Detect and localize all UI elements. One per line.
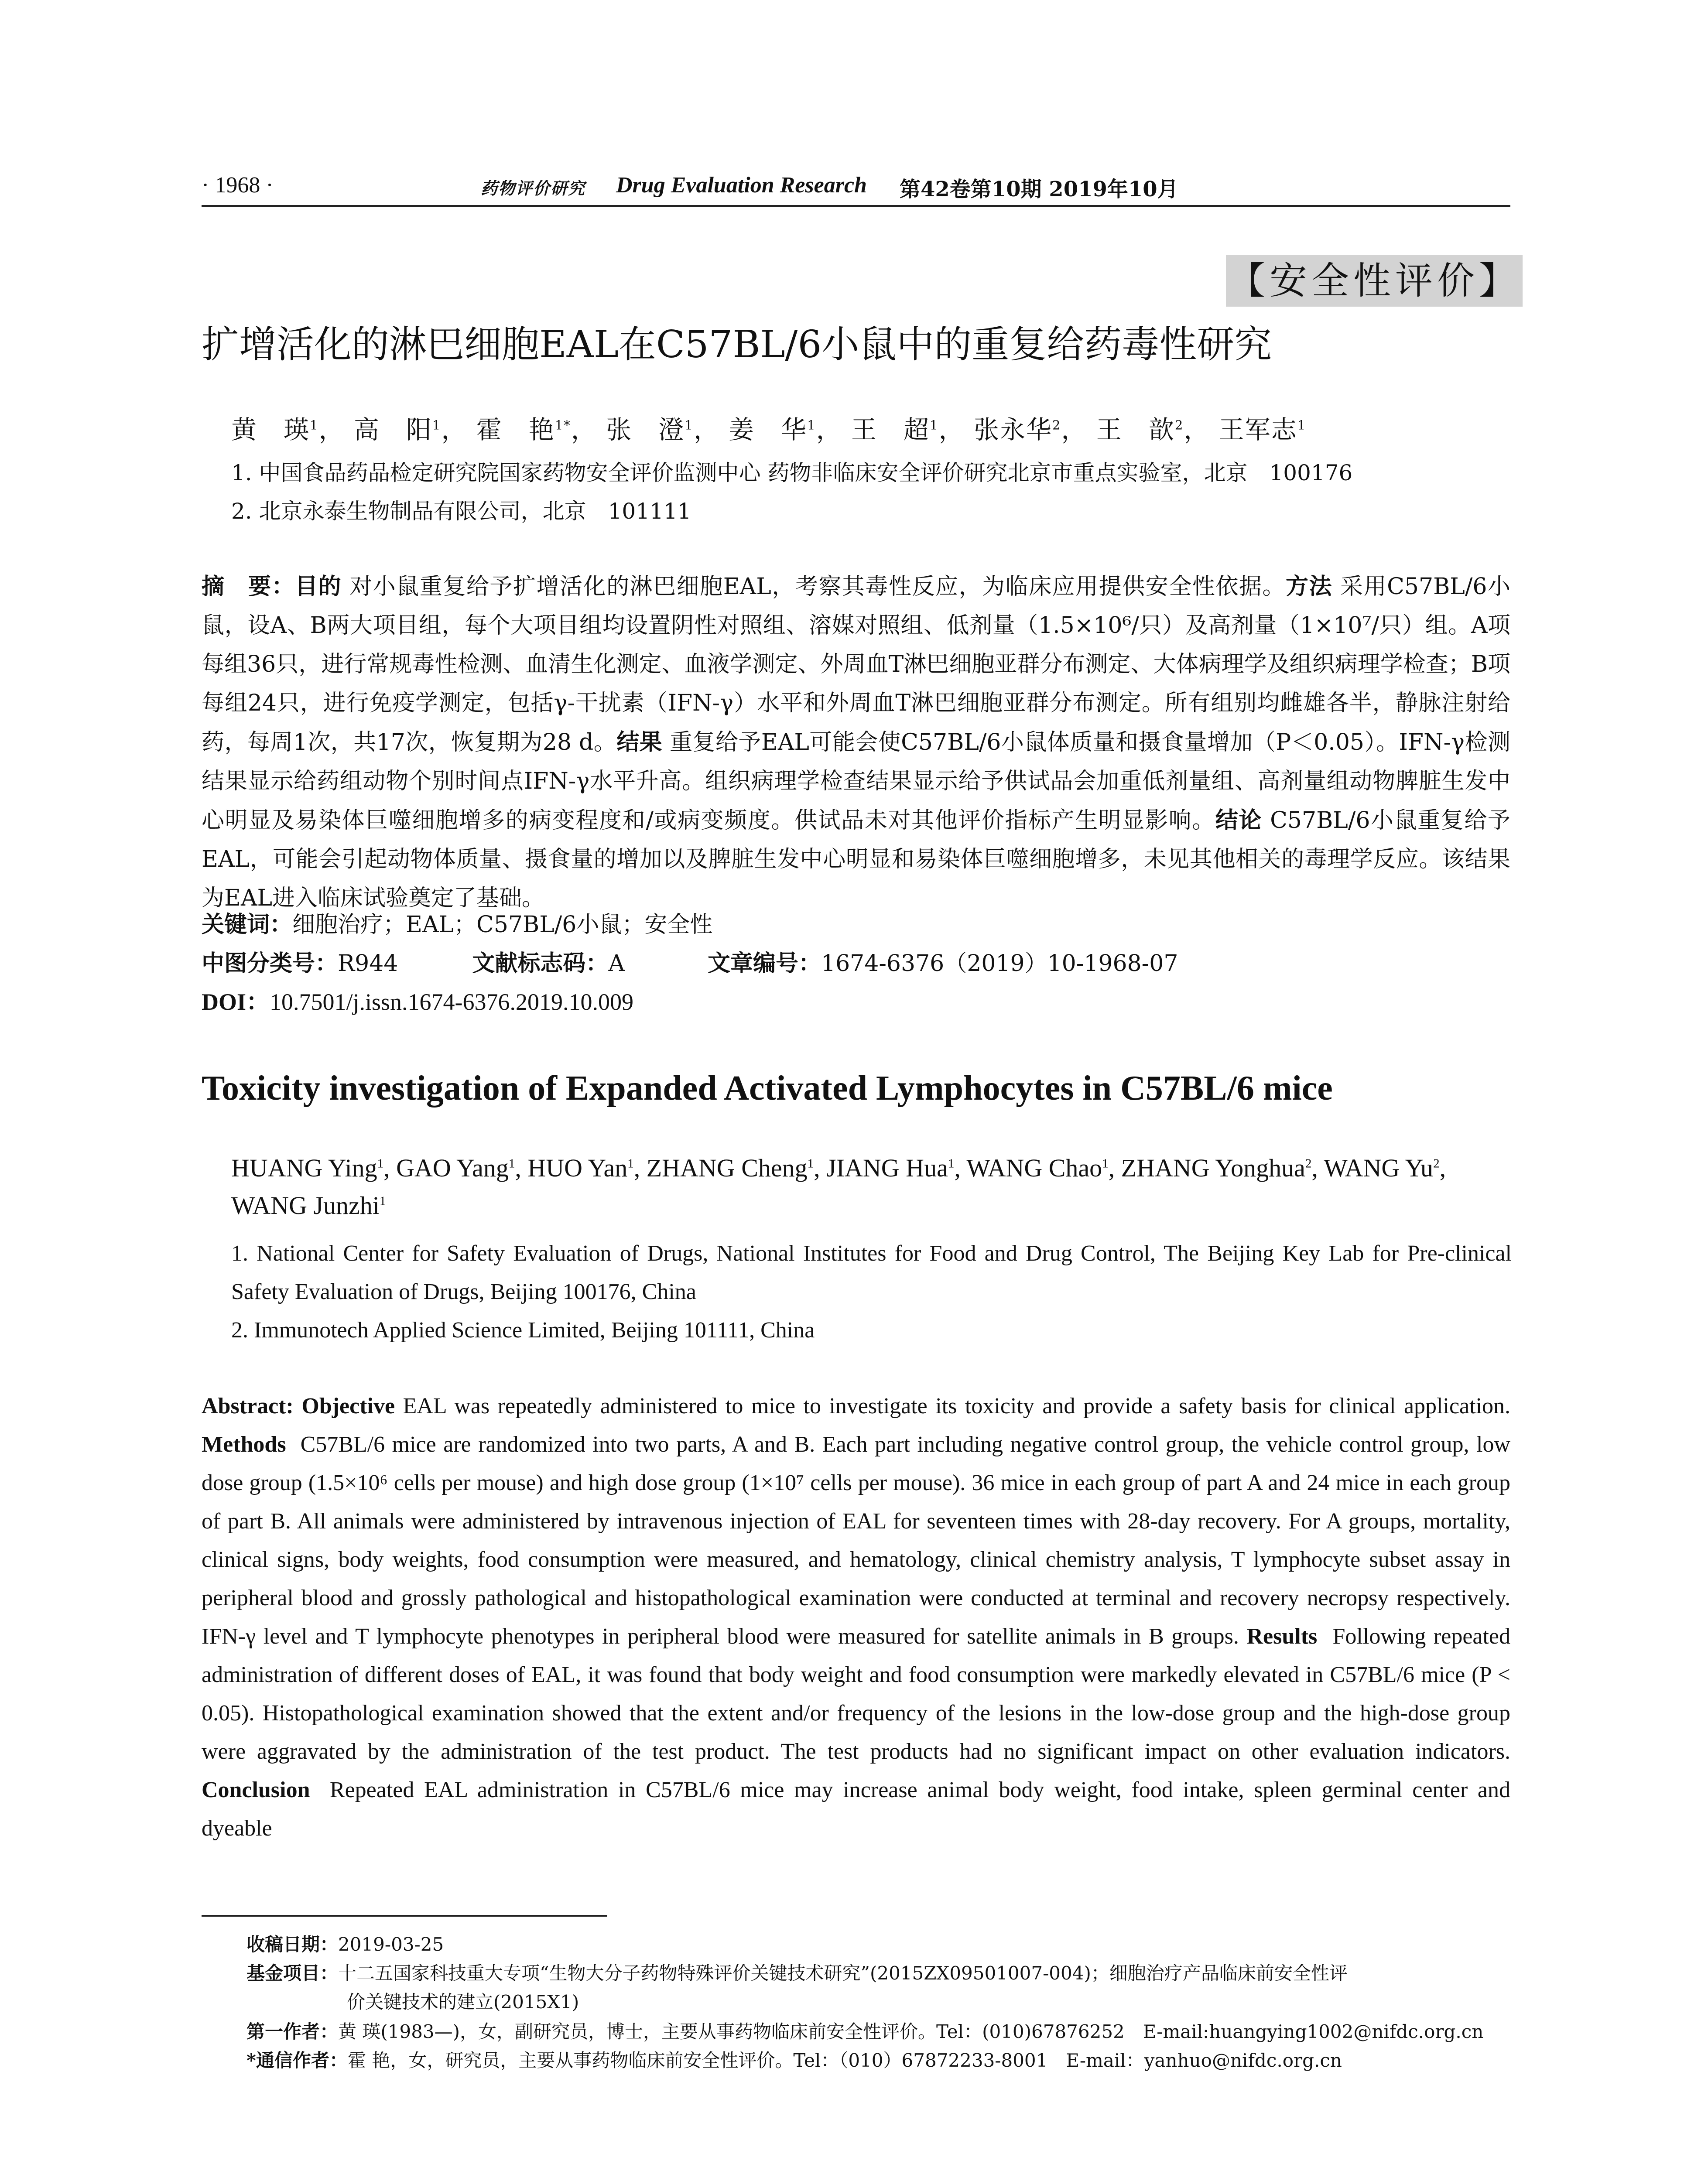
author-affil-mark: 1 [508, 1156, 515, 1171]
fund-text-continued: 价关键技术的建立(2015X1) [347, 1991, 579, 2013]
page-number: · 1968 · [202, 173, 274, 198]
chinese-abstract [202, 567, 1510, 918]
author-affil-mark: 1 [807, 1156, 814, 1171]
fund-label: 基金项目： [246, 1962, 339, 1984]
author-name: 王 歆 [1096, 415, 1175, 444]
author-name: ZHANG Cheng [646, 1154, 808, 1182]
received-date: 2019-03-25 [338, 1934, 444, 1955]
objective-text: 对小鼠重复给予扩增活化的淋巴细胞EAL，考察其毒性反应，为临床应用提供安全性依据。 [349, 574, 1286, 600]
author-affil-mark: 2 [1174, 417, 1184, 433]
corresponding-text: 霍 艳，女，研究员，主要从事药物临床前安全性评价。Tel：（010）67872233-8001 E-mail：yanhuo@nifdc.org.cn [347, 2050, 1342, 2071]
author-name: GAO Yang [396, 1154, 509, 1182]
author-name: HUO Yan [527, 1154, 628, 1182]
issue-info: 第42卷第10期 2019年10月 [900, 177, 1178, 202]
author-name: JIANG Hua [826, 1154, 948, 1182]
footnote-corresponding-author [246, 2046, 1512, 2075]
english-affiliation-1: 1. National Center for Safety Evaluation of Drugs, National Institutes for Food and Drug Control, The Beijing Key Lab for Pre-clinical Safety Evaluation of Drugs, Beijing 100176, China [231, 1241, 1512, 1304]
conclusion-text: C57BL/6小鼠重复给予EAL，可能会引起动物体质量、摄食量的增加以及脾脏生发中心明显和易染体巨噬细胞增多，未见其他相关的毒理学反应。该结果为EAL进入临床试验奠定了基础。 [202, 807, 1510, 911]
author-affil-mark: 1 [930, 417, 939, 433]
conclusion-label: Conclusion [202, 1778, 310, 1802]
author-affil-mark: 1 [948, 1156, 955, 1171]
english-title: Toxicity investigation of Expanded Activated Lymphocytes in C57BL/6 mice [202, 1069, 1333, 1108]
objective-label: 目的 [295, 573, 342, 600]
journal-name: Drug Evaluation Research [616, 173, 867, 198]
author-affil-mark: 1 [807, 417, 816, 433]
author-name: 王军志 [1219, 415, 1297, 444]
author-name: 张永华 [973, 415, 1052, 444]
author-name: 王 超 [851, 415, 930, 444]
doi-label: DOI： [202, 989, 270, 1015]
author-name: 高 阳 [353, 415, 432, 444]
footnote-first-author [246, 2017, 1512, 2046]
abstract-label: 摘 要： [202, 573, 295, 600]
conclusion-label: 结论 [1215, 807, 1262, 834]
first-author-text: 黄 瑛(1983—)，女，副研究员，博士，主要从事药物临床前安全性评价。Tel：(010)67876252 E-mail:huangying1002@nifdc.org.cn [338, 2021, 1484, 2042]
author-affil-mark: 1 [310, 417, 319, 433]
methods-label: 方法 [1285, 573, 1333, 600]
methods-label: Methods [202, 1432, 286, 1457]
running-header [202, 172, 1510, 203]
footnote-rule [202, 1915, 607, 1917]
author-affil-mark: 1 [432, 417, 442, 433]
footnote-fund [246, 1959, 1512, 2017]
first-author-label: 第一作者： [246, 2021, 339, 2042]
author-affil-mark: 1 [685, 417, 694, 433]
author-affil-mark: 1 [379, 1194, 386, 1208]
author-name: 张 澄 [606, 415, 685, 444]
author-affil-mark: 1 [627, 1156, 634, 1171]
article-number-value: 1674-6376（2019）10-1968-07 [821, 950, 1178, 977]
received-label: 收稿日期： [246, 1934, 339, 1955]
author-name: WANG Yu [1324, 1154, 1434, 1182]
author-affil-mark: 1 [1102, 1156, 1109, 1171]
author-affil-mark: 2 [1433, 1156, 1440, 1171]
methods-text: C57BL/6 mice are randomized into two parts, A and B. Each part including negative control group, the vehicle control group, low dose group (1.5×10⁶ cells per mouse) and high dose group (1×10⁷ cells per mouse). 36 mice in each group of part A and 24 mice in each group of part B. All animals were administered by intravenous injection of EAL for seventeen times with 28-day recovery. For A groups, mortality, clinical signs, body weights, food consumption were measured, and hematology, clinical chemistry analysis, T lymphocyte subset assay in peripheral blood and grossly pathological and histopathological examination were conducted at terminal and recovery necropsy respectively. IFN-γ level and T lymphocyte phenotypes in peripheral blood were measured for satellite animals in B groups. [202, 1432, 1510, 1649]
clc-label: 中图分类号： [202, 950, 338, 977]
keywords-text: 细胞治疗；EAL；C57BL/6小鼠；安全性 [292, 912, 713, 938]
author-affil-mark: 1 [377, 1156, 384, 1171]
author-name: WANG Chao [966, 1154, 1102, 1182]
conclusion-text: Repeated EAL administration in C57BL/6 mice may increase animal body weight, food intake, spleen germinal center and dyeable [202, 1778, 1511, 1841]
doi-value[interactable]: 10.7501/j.issn.1674-6376.2019.10.009 [270, 989, 634, 1015]
keywords-label: 关键词： [202, 911, 293, 938]
author-affil-mark: 1 [1297, 417, 1307, 433]
doi-line [202, 983, 633, 1022]
classification-line [202, 944, 1178, 983]
author-name: 黄 瑛 [231, 415, 310, 444]
english-abstract [202, 1387, 1510, 1848]
author-name: 姜 华 [729, 415, 808, 444]
clc-value: R944 [338, 950, 398, 977]
chinese-authors: 黄 瑛$^1$， 高 阳$^1$， 霍 艳$^{1*}$， 张 澄$^1$， 姜 华$^1$， 王 超$^1$， 张永华$^2$， 王 歆$^2$， 王军志$^1$ [231, 415, 1307, 444]
header-rule [202, 205, 1510, 207]
author-affil-mark: 2 [1305, 1156, 1312, 1171]
author-name: WANG Junzhi [231, 1191, 380, 1220]
author-affil-mark: 2 [1052, 417, 1061, 433]
english-authors: HUANG Ying$^1$, GAO Yang$^1$, HUO Yan$^1$, ZHANG Cheng$^1$, JIANG Hua$^1$, WANG Chao$^1$, ZHANG Yonghua$^2$, WANG Yu$^2$, WANG Junzhi$^1$ [231, 1154, 1446, 1220]
author-name: HUANG Ying [231, 1154, 377, 1182]
results-label: 结果 [616, 729, 663, 755]
author-name: 霍 艳 [476, 415, 555, 444]
abstract-label: Abstract: [202, 1394, 294, 1419]
chinese-affiliation-1: 1. 中国食品药品检定研究院国家药物安全评价监测中心 药物非临床安全评价研究北京市重点实验室，北京 100176 [231, 460, 1353, 485]
results-text: Following repeated administration of different doses of EAL, it was found that body weight and food consumption were markedly elevated in C57BL/6 mice (P < 0.05). Histopathological examination showed that the extent and/or frequency of the lesions in the low-dose group and the high-dose group were aggravated by the administration of the test product. The test products had no significant impact on other evaluation indicators. [202, 1624, 1511, 1764]
english-affiliation-2: 2. Immunotech Applied Science Limited, Beijing 101111, China [231, 1318, 815, 1343]
author-name: ZHANG Yonghua [1121, 1154, 1305, 1182]
chinese-title: 扩增活化的淋巴细胞EAL在C57BL/6小鼠中的重复给药毒性研究 [202, 323, 1272, 366]
article-number-label: 文章编号： [708, 950, 821, 977]
doc-code-value: A [608, 950, 625, 977]
section-tag: 【安全性评价】 [1226, 255, 1523, 307]
chinese-affiliation-2: 2. 北京永泰生物制品有限公司，北京 101111 [231, 499, 691, 524]
methods-text: 采用C57BL/6小鼠，设A、B两大项目组，每个大项目组均设置阴性对照组、溶媒对照组、低剂量（1.5×10⁶/只）及高剂量（1×10⁷/只）组。A项每组36只，进行常规毒性检测、血清生化测定、血液学测定、外周血T淋巴细胞亚群分布测定、大体病理学及组织病理学检查；B项每组24只，进行免疫学测定，包括γ-干扰素（IFN-γ）水平和外周血T淋巴细胞亚群分布测定。所有组别均雌雄各半，静脉注射给药，每周1次，共17次，恢复期为28 d。 [202, 574, 1510, 755]
journal-logo: 药物评价研究 [481, 178, 586, 198]
objective-label: Objective [301, 1394, 395, 1419]
keywords [202, 905, 712, 944]
results-label: Results [1246, 1624, 1318, 1649]
doc-code-label: 文献标志码： [472, 950, 609, 977]
footnote-received [246, 1930, 1512, 1959]
objective-text: EAL was repeatedly administered to mice to investigate its toxicity and provide a safety basis for clinical application. [403, 1394, 1511, 1419]
fund-text: 十二五国家科技重大专项“生物大分子药物特殊评价关键技术研究”(2015ZX09501007-004)；细胞治疗产品临床前安全性评 [338, 1962, 1348, 1984]
author-affil-mark: 1* [555, 417, 571, 433]
results-text: 重复给予EAL可能会使C57BL/6小鼠体质量和摄食量增加（P＜0.05）。IFN-γ检测结果显示给药组动物个别时间点IFN-γ水平升高。组织病理学检查结果显示给予供试品会加重低剂量组、高剂量组动物脾脏生发中心明显及易染体巨噬细胞增多的病变程度和/或病变频度。供试品未对其他评价指标产生明显影响。 [202, 729, 1510, 834]
corresponding-label: *通信作者： [246, 2050, 348, 2071]
